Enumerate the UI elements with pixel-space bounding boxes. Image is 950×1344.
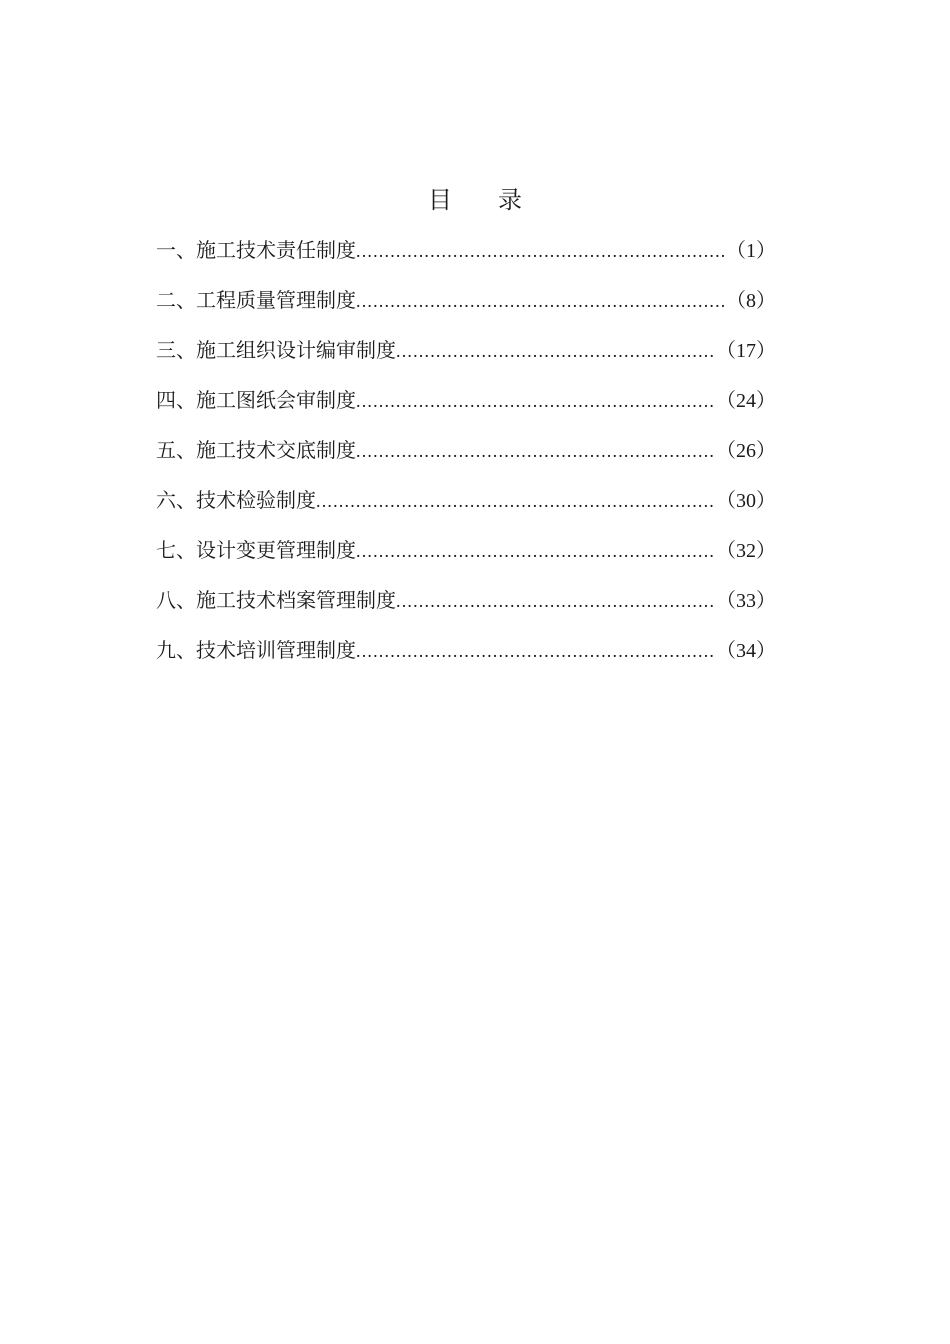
toc-list xyxy=(156,235,776,685)
toc-entry-label: 七、设计变更管理制度 xyxy=(156,538,356,562)
toc-entry-label: 八、施工技术档案管理制度 xyxy=(156,588,396,612)
toc-entry-page: （30） xyxy=(716,490,776,512)
toc-entry-page: （33） xyxy=(716,590,776,612)
toc-entry-label: 二、工程质量管理制度 xyxy=(156,288,356,312)
dot-leader xyxy=(356,236,726,266)
toc-entry[interactable] xyxy=(156,435,776,485)
dot-leader xyxy=(396,586,716,616)
toc-entry[interactable] xyxy=(156,535,776,585)
toc-entry[interactable] xyxy=(156,385,776,435)
dot-leader xyxy=(356,286,726,316)
toc-entry-page: （8） xyxy=(726,290,776,312)
toc-entry-page: （1） xyxy=(726,240,776,262)
toc-entry[interactable] xyxy=(156,335,776,385)
toc-entry-label: 五、施工技术交底制度 xyxy=(156,438,356,462)
toc-entry[interactable] xyxy=(156,235,776,285)
dot-leader xyxy=(356,536,716,566)
dot-leader xyxy=(356,436,716,466)
toc-entry[interactable] xyxy=(156,485,776,535)
dot-leader xyxy=(316,486,716,516)
toc-entry-page: （32） xyxy=(716,540,776,562)
toc-entry[interactable] xyxy=(156,635,776,685)
toc-title: 目录 xyxy=(428,186,568,214)
dot-leader xyxy=(356,636,716,666)
toc-entry-label: 六、技术检验制度 xyxy=(156,488,316,512)
toc-entry[interactable] xyxy=(156,285,776,335)
dot-leader xyxy=(396,336,716,366)
toc-entry-page: （24） xyxy=(716,390,776,412)
toc-entry-label: 四、施工图纸会审制度 xyxy=(156,388,356,412)
toc-entry-label: 一、施工技术责任制度 xyxy=(156,238,356,262)
toc-entry-page: （17） xyxy=(716,340,776,362)
toc-entry-page: （34） xyxy=(716,640,776,662)
toc-entry[interactable] xyxy=(156,585,776,635)
toc-entry-label: 九、技术培训管理制度 xyxy=(156,638,356,662)
toc-entry-page: （26） xyxy=(716,440,776,462)
toc-entry-label: 三、施工组织设计编审制度 xyxy=(156,338,396,362)
dot-leader xyxy=(356,386,716,416)
